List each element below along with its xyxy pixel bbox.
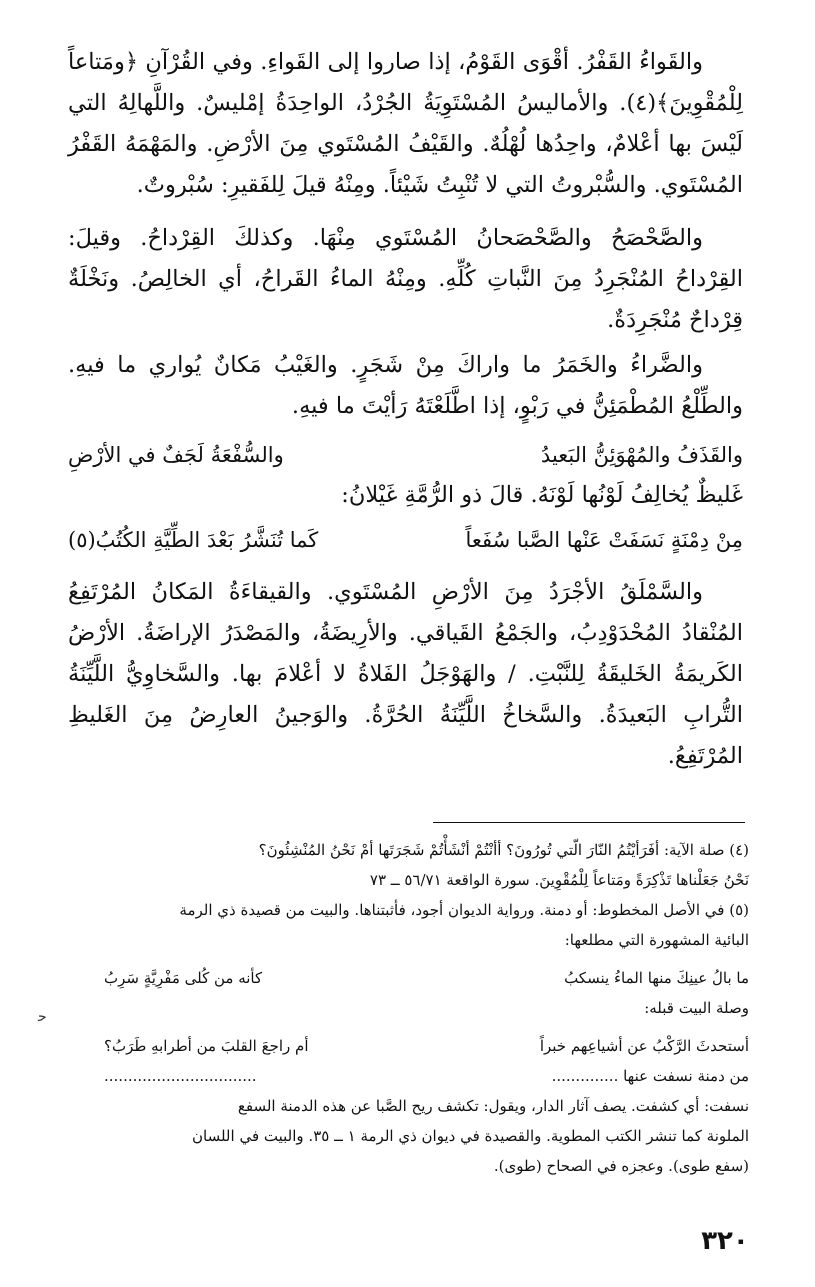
footnote-verse-1-first: ما بالُ عينِكَ منها الماءُ ينسكبُ [564, 969, 749, 987]
footnote-verse-2-second: أم راجعَ القلبَ من أطرابهِ طَرَبُ؟ [104, 1037, 309, 1055]
footnotes [72, 835, 749, 1181]
footnote-verse-2 [72, 1031, 749, 1061]
footnote-verse-1 [72, 963, 749, 993]
verse-first-hemistich: مِنْ دِمْنَةٍ نَسَفَتْ عَنْها الصَّبا سُفَعاً [465, 528, 743, 552]
footnote-verse-3 [72, 1061, 749, 1091]
footnote-4-line-2: نَحْنُ جَعَلْناها تَذْكِرَةً ومَتاعاً لِلْمُقْوِينَ. سورة الواقعة ٥٦/٧١ ــ ٧٣ [369, 871, 749, 889]
paragraph-qawa: والقَواءُ القَفْرُ. أقْوَى القَوْمُ، إذا صاروا إلى القَواءِ. وفي القُرْآنِ ﴿ومَتاعاً لِلْمُقْوِينَ﴾(٤). والأماليسُ المُسْتَوِيَةُ الجُرْدُ، الواحِدَةُ إمْليسٌ. واللَّهالِهُ التي لَيْسَ بها أعْلامٌ، واحِدُها لُهْلُهٌ. والقَيْفُ المُسْتَوي مِنَ الأرْضِ. والمَهْمَهُ القَفْرُ المُسْتَوي. والسُّبْروتُ التي لا تُنْبِتُ شَيْئاً. ومِنْهُ قيلَ لِلفَقيرِ: سُبْروتٌ. [68, 49, 743, 198]
verse-second-hemistich: كَما تُنَشَّرُ بَعْدَ الطِّيَّةِ الكُتُبُ(٥) [68, 528, 319, 552]
footnote-verse-3-first: من دمنة نسفت عنها .............. [551, 1067, 749, 1085]
footnote-verse-3-second: ................................ [104, 1067, 257, 1085]
verse-lead-in: غَليظٌ يُخالِفُ لَوْنُها لَوْنَهُ. قالَ ذو الرُّمَّةِ غَيْلانُ: [341, 482, 743, 508]
paragraph-sahsah: والصَّحْصَحُ والصَّحْصَحانُ المُسْتَوي مِنْهَا. وكذلكَ القِرْداحُ. وقيلَ: القِرْداحُ المُنْجَرِدُ مِنَ النَّباتِ كُلِّهِ. ومِنْهُ الماءُ القَراحُ، أي الخالِصُ. ونَخْلَةٌ قِرْداحٌ مُنْجَرِدَةٌ. [68, 225, 743, 333]
split-line-left: والسُّفْعَةُ لَجَفٌ في الأرْضِ [68, 443, 284, 467]
footnote-verse-1-second: كأنه من كُلى مَفْرِيَّةٍ سَرِبُ [104, 969, 263, 987]
handwritten-mark: ﺣ [38, 1009, 47, 1025]
paragraph-samlaq: والسَّمْلَقُ الأجْرَدُ مِنَ الأرْضِ المُسْتَوي. والقيقاءَةُ المَكانُ المُرْتَفِعُ المُنْقادُ المُحْدَوْدِبُ، والجَمْعُ القَياقي. والأرِيضَةُ، والمَصْدَرُ الإراضَةُ. الأرْضُ الكَريمَةُ الخَليقَةُ لِلنَّبْتِ. / والهَوْجَلُ الفَلاةُ لا أعْلامَ بها. والسَّخاوِيُّ اللَّيِّنَةُ التُّرابِ البَعيدَةُ. والسَّخاخُ اللَّيِّنَةُ الحُرَّةُ. والوَجينُ العارِضُ مِنَ الغَليظِ المُرْتَفِعُ. [68, 579, 743, 769]
footnote-note-2: الملونة كما تنشر الكتب المطوية. والقصيدة في ديوان ذي الرمة ١ ــ ٣٥. والبيت في اللسان [192, 1127, 749, 1145]
page-number: ٣٢٠ [701, 1226, 749, 1256]
footnote-separator [433, 822, 745, 823]
footnote-5-line-2: البائية المشهورة التي مطلعها: [564, 931, 749, 949]
footnote-5-line-1: (٥) في الأصل المخطوط: أو دمنة. ورواية الديوان أجود، فأثبتناها. والبيت من قصيدة ذي الرمة [179, 901, 749, 919]
paragraph-darra: والضَّراءُ والخَمَرُ ما واراكَ مِنْ شَجَرٍ. والغَيْبُ مَكانٌ يُواري ما فيهِ. والطِّلْعُ المُطْمَئِنُّ في رَبْوٍ، إذا اطَّلَعْتَهُ رَأيْتَ ما فيهِ. [68, 352, 743, 419]
footnote-note-3: (سفع طوى). وعجزه في الصحاح (طوى). [493, 1157, 749, 1175]
footnote-connector: وصلة البيت قبله: [644, 999, 749, 1017]
split-line-qadhaf [68, 435, 743, 475]
main-text [68, 42, 743, 781]
footnote-note-1: نسفت: أي كشفت. يصف آثار الدار، ويقول: تكشف ريح الصَّبا عن هذه الدمنة السفع [237, 1097, 749, 1115]
split-line-right: والقَذَفُ والمُهْوَئِنُّ البَعيدُ [540, 443, 743, 467]
footnote-verse-2-first: أستحدثَ الرَّكْبُ عن أشياعِهم خبراً [539, 1037, 749, 1055]
footnote-4-line-1: (٤) صلة الآية: أفَرَأيْتُمُ النّارَ الّتي تُورُونَ؟ أأنْتُمْ أنْشَأْتُمْ شَجَرَتَها أمْ نَحْنُ المُنْشِئُونَ؟ [258, 841, 749, 859]
poem-verse-dhu-rumma [68, 520, 743, 560]
